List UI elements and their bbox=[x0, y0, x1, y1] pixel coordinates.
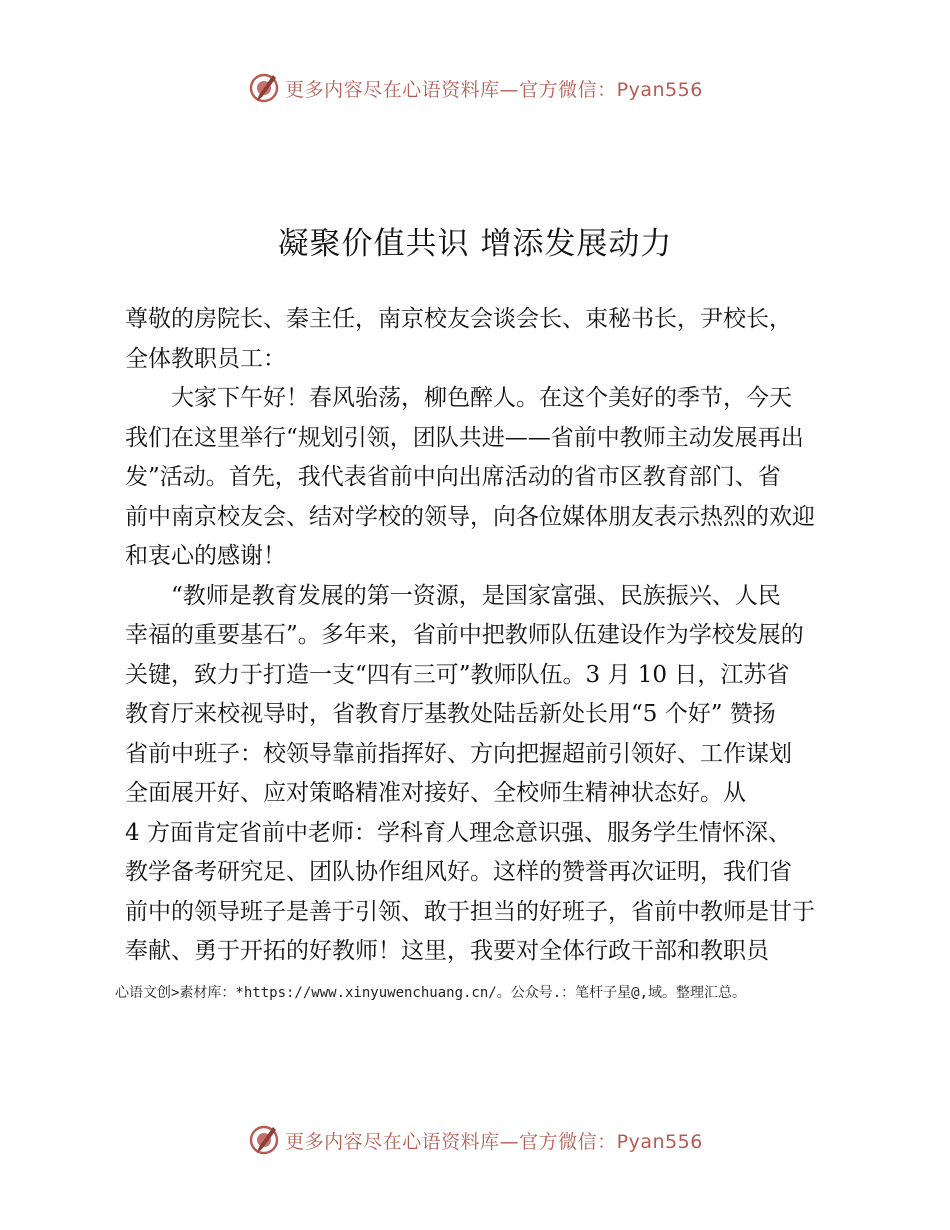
text-line: 发”活动。首先，我代表省前中向出席活动的省市区教育部门、省 bbox=[125, 464, 781, 490]
quill-seal-icon bbox=[247, 71, 281, 105]
text-line: 教学备考研究足、团队协作组风好。这样的赞誉再次证明，我们省 bbox=[125, 859, 792, 885]
quill-seal-icon bbox=[247, 1123, 281, 1157]
text-line: 幸福的重要基石”。多年来，省前中把教师队伍建设作为学校发展的 bbox=[125, 622, 804, 648]
text-line: 我们在这里举行“规划引领，团队共进——省前中教师主动发展再出 bbox=[125, 424, 804, 451]
footer-watermark-banner bbox=[0, 1122, 950, 1158]
watermark-text: 更多内容尽在心语资料库—官方微信：Pyan556 bbox=[285, 1130, 703, 1153]
text-line: 关键，致力于打造一支“四有三可”教师队伍。3 月 10 日，江苏省 bbox=[125, 661, 790, 688]
text-line: 和衷心的感谢！ bbox=[125, 543, 286, 569]
text-line: 奉献、勇于开拓的好教师！这里，我要对全体行政干部和教职员 bbox=[125, 938, 769, 964]
text-line: “教师是教育发展的第一资源，是国家富强、民族振兴、人民 bbox=[171, 582, 781, 609]
text-line: 全体教职员工： bbox=[125, 345, 286, 372]
text-line: 大家下午好！春风骀荡，柳色醉人。在这个美好的季节，今天 bbox=[171, 385, 792, 411]
watermark-text: 更多内容尽在心语资料库—官方微信：Pyan556 bbox=[285, 78, 703, 101]
header-watermark-banner bbox=[0, 70, 950, 106]
text-line: 4 方面肯定省前中老师：学科育人理念意识强、服务学生情怀深、 bbox=[125, 819, 791, 846]
text-line: 省前中班子：校领导靠前指挥好、方向把握超前引领好、工作谋划 bbox=[125, 740, 792, 767]
text-line: 尊敬的房院长、秦主任，南京校友会谈会长、束秘书长，尹校长， bbox=[125, 306, 792, 332]
text-line: 全面展开好、应对策略精准对接好、全校师生精神状态好。从 bbox=[125, 780, 746, 806]
text-line: 教育厅来校视导时，省教育厅基教处陆岳新处长用“5 个好” 赞扬 bbox=[125, 701, 776, 727]
text-line: 前中的领导班子是善于引领、敢于担当的好班子，省前中教师是甘于 bbox=[125, 898, 815, 925]
document-title: 凝聚价值共识 增添发展动力 bbox=[277, 226, 673, 262]
document-body bbox=[125, 300, 860, 972]
text-line: 前中南京校友会、结对学校的领导，向各位媒体朋友表示热烈的欢迎 bbox=[125, 503, 815, 530]
source-footnote: 心语文创>素材库：*https://www.xinyuwenchuang.cn/。公众号.：笔杆子星@,域。整理汇总。 bbox=[115, 985, 747, 1001]
